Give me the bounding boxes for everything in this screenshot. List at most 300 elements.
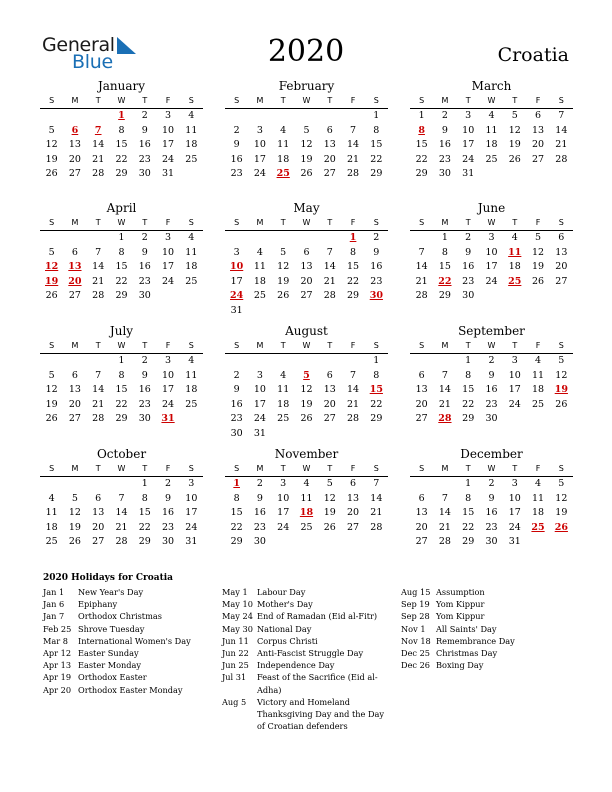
day-cell: 24 [162,153,175,165]
day-cell: 9 [141,369,148,381]
weekday-label: T [280,464,286,473]
day-cell: 11 [277,384,290,395]
holiday-date: Apr 19 [43,672,72,683]
day-cell: 3 [465,110,472,121]
weekday-label: F [535,464,541,473]
day-cell: 27 [323,168,336,179]
weekday-label: T [512,218,518,227]
weekday-label: F [165,464,171,473]
day-cell: 1 [141,478,148,489]
day-cell: 22 [438,275,452,287]
week-row [410,383,573,398]
day-cell: 2 [256,478,263,489]
day-cell: 6 [418,492,425,504]
weekday-label: S [419,341,425,350]
day-cell: 15 [415,139,428,150]
holiday-entry [401,623,571,635]
weekday-label: T [142,96,148,105]
holiday-name: Feast of the Sacrifice (Eid al-Adha) [257,672,378,695]
weekday-label: W [487,341,496,350]
day-cell: 26 [532,275,545,287]
day-cell: 26 [555,398,568,410]
day-cell: 24 [462,153,475,165]
day-cell: 7 [350,369,357,381]
day-cell: 18 [532,384,545,395]
day-cell: 14 [438,384,451,395]
holiday-date: Jan 1 [43,587,65,597]
weekday-label: W [117,341,126,350]
week-row [410,124,573,139]
week-row [225,398,388,413]
day-cell: 24 [277,521,290,533]
brand-name-blue: Blue [72,51,113,73]
day-cell: 19 [554,384,568,395]
week-row [225,246,388,261]
day-cell: 7 [94,124,102,136]
day-cell: 30 [369,290,383,301]
weekday-label: M [441,464,449,473]
day-cell: 7 [441,492,448,504]
holiday-entry [43,623,213,635]
day-cell: 4 [535,355,542,366]
day-cell: 22 [370,398,383,410]
day-cell: 31 [185,536,198,547]
day-cell: 14 [115,507,128,518]
month-july [40,324,203,427]
day-cell: 28 [92,290,105,301]
weekday-header [40,462,203,477]
day-cell: 26 [45,168,58,179]
day-cell: 9 [373,246,380,258]
weekday-label: M [71,218,79,227]
day-cell: 12 [45,139,58,150]
holiday-entry [222,610,392,622]
day-cell: 15 [369,384,383,395]
day-cell: 2 [233,369,240,381]
day-cell: 25 [532,398,545,410]
day-cell: 18 [277,153,290,165]
day-cell: 27 [92,536,105,547]
weekday-label: M [441,218,449,227]
day-cell: 21 [347,398,360,410]
day-cell: 3 [256,124,263,136]
day-cell: 8 [373,369,380,381]
day-cell: 29 [438,290,451,301]
holiday-entry [43,659,213,671]
day-cell: 22 [462,521,475,533]
holiday-entry [401,635,571,647]
day-cell: 12 [300,139,313,150]
weekday-label: S [419,96,425,105]
day-cell: 25 [185,153,198,165]
day-cell: 9 [488,492,495,504]
day-cell: 10 [185,492,198,504]
day-cell: 4 [188,110,195,121]
week-row [40,167,203,182]
day-cell: 7 [95,246,102,258]
weekday-label: T [465,341,471,350]
day-cell: 20 [300,275,313,287]
holidays-column-1 [43,586,213,696]
day-cell: 22 [462,398,475,410]
weekday-label: T [142,341,148,350]
day-cell: 3 [165,110,172,121]
weekday-label: S [419,464,425,473]
day-cell: 20 [532,139,545,150]
day-cell: 30 [485,413,498,424]
day-cell: 6 [418,369,425,381]
day-cell: 10 [162,246,175,258]
day-cell: 17 [162,384,175,395]
day-cell: 6 [71,124,79,136]
weekday-label: T [512,341,518,350]
day-cell: 20 [92,521,105,533]
weekday-label: T [142,464,148,473]
month-title: June [477,201,506,215]
week-row [410,231,573,246]
day-cell: 5 [71,492,78,504]
weekday-label: W [487,218,496,227]
day-cell: 22 [115,153,128,165]
day-cell: 21 [115,521,128,533]
day-cell: 15 [115,261,128,272]
day-cell: 23 [138,153,151,165]
day-cell: 27 [300,290,313,301]
day-cell: 24 [162,275,175,287]
day-cell: 13 [555,246,568,258]
holiday-entry [222,598,392,610]
day-cell: 20 [323,153,336,165]
weekday-header [410,216,573,231]
week-row [40,383,203,398]
day-cell: 3 [256,369,263,381]
day-cell: 25 [253,290,266,301]
day-cell: 28 [555,153,568,165]
day-cell: 5 [511,110,518,121]
day-cell: 19 [508,139,521,150]
holiday-date: May 30 [222,623,253,634]
day-cell: 7 [558,110,565,121]
day-cell: 16 [162,507,175,518]
weekday-label: T [95,464,101,473]
weekday-label: M [71,464,79,473]
week-row [225,477,388,492]
day-cell: 29 [115,413,128,424]
brand-name-general: General [42,34,115,56]
month-title: May [293,201,320,215]
week-row [225,124,388,139]
day-cell: 27 [323,413,336,424]
holiday-name: Orthodox Easter [78,672,147,683]
weekday-label: F [165,218,171,227]
day-cell: 7 [95,369,102,381]
day-cell: 18 [45,521,58,533]
holiday-name: Orthodox Christmas [78,611,162,622]
holiday-date: Sep 28 [401,611,430,622]
day-cell: 13 [532,124,545,136]
day-cell: 2 [233,124,240,136]
day-cell: 26 [508,153,521,165]
weekday-label: T [512,464,518,473]
weekday-label: M [256,96,264,105]
weekday-label: T [327,218,333,227]
day-cell: 11 [485,124,498,136]
weekday-label: M [441,96,449,105]
day-cell: 12 [300,384,313,395]
day-cell: 27 [532,153,545,165]
day-cell: 5 [303,369,310,381]
weekday-label: F [350,96,356,105]
day-cell: 2 [465,232,472,243]
day-cell: 8 [141,492,148,504]
weekday-label: M [441,341,449,350]
day-cell: 25 [485,153,498,165]
holiday-name: New Year's Day [78,587,144,597]
day-cell: 18 [532,507,545,518]
weekday-label: M [71,341,79,350]
month-november [225,447,388,550]
month-february [225,79,388,182]
day-cell: 4 [256,246,263,258]
day-cell: 29 [230,536,243,547]
day-cell: 10 [485,246,498,258]
day-cell: 24 [508,398,521,410]
day-cell: 25 [185,275,198,287]
day-cell: 15 [115,384,128,395]
week-row [410,289,573,304]
weekday-header [40,216,203,231]
day-cell: 10 [508,369,521,381]
day-cell: 6 [326,124,333,136]
holiday-date: Jan 6 [43,599,65,610]
day-cell: 26 [45,290,58,301]
day-cell: 2 [488,355,495,366]
day-cell: 23 [462,275,475,287]
week-row [40,477,203,492]
holiday-name: Victory and Homeland Thanksgiving Day and the Day of Croatian defenders [257,696,385,732]
day-cell: 5 [326,478,333,489]
holiday-date: Mar 8 [43,635,68,646]
month-june [410,201,573,304]
holiday-entry [222,635,392,647]
holiday-name: Anti-Fascist Struggle Day [257,648,364,659]
weekday-label: S [188,218,194,227]
day-cell: 7 [441,369,448,381]
day-cell: 13 [415,507,428,518]
holiday-date: Dec 25 [401,648,431,659]
weekday-label: S [234,218,240,227]
holiday-date: Jun 22 [222,648,249,659]
holiday-name: Mother's Day [257,599,313,610]
day-cell: 10 [230,261,244,272]
weekday-label: T [142,218,148,227]
week-row [225,521,388,536]
weekday-label: T [465,464,471,473]
day-cell: 17 [277,507,290,518]
day-cell: 18 [277,398,290,410]
day-cell: 29 [462,413,475,424]
weekday-label: W [302,218,311,227]
day-cell: 14 [370,492,383,504]
day-cell: 14 [92,261,105,272]
day-cell: 19 [532,261,545,272]
day-cell: 16 [462,261,475,272]
weekday-header [225,94,388,109]
week-row [40,109,203,124]
day-cell: 19 [68,521,81,533]
day-cell: 9 [165,492,172,504]
holiday-entry [401,659,571,671]
week-row [225,167,388,182]
day-cell: 28 [115,536,128,547]
day-cell: 17 [485,261,498,272]
holiday-name: Christmas Day [436,648,498,659]
month-title: September [458,324,525,338]
week-row [225,535,388,550]
day-cell: 18 [253,275,266,287]
day-cell: 16 [230,153,243,165]
day-cell: 11 [532,492,545,504]
week-row [40,260,203,275]
weekday-label: T [465,218,471,227]
calendar-year: 2020 [267,34,345,69]
day-cell: 26 [300,168,313,179]
holiday-entry [43,610,213,622]
day-cell: 3 [165,232,172,243]
week-row [410,506,573,521]
day-cell: 6 [303,246,310,258]
day-cell: 12 [277,261,290,272]
day-cell: 2 [441,110,448,121]
day-cell: 15 [230,507,243,518]
month-title: August [285,324,328,338]
day-cell: 22 [347,275,360,287]
day-cell: 7 [118,492,125,504]
day-cell: 17 [230,275,243,287]
day-cell: 7 [350,124,357,136]
weekday-label: F [165,341,171,350]
day-cell: 27 [415,536,428,547]
holidays-title: 2020 Holidays for Croatia [43,573,173,583]
day-cell: 3 [488,232,495,243]
day-cell: 13 [68,384,81,395]
day-cell: 19 [555,507,568,518]
day-cell: 6 [71,369,78,381]
day-cell: 3 [280,478,287,489]
day-cell: 14 [92,384,105,395]
day-cell: 4 [280,124,287,136]
day-cell: 23 [230,413,243,424]
weekday-label: F [535,96,541,105]
weekday-label: F [350,218,356,227]
day-cell: 1 [233,478,240,489]
day-cell: 31 [230,304,243,316]
day-cell: 30 [230,427,243,439]
day-cell: 9 [141,246,148,258]
day-cell: 21 [438,521,451,533]
holiday-name: Independence Day [257,660,335,671]
day-cell: 21 [555,139,568,150]
holiday-name: End of Ramadan (Eid al-Fitr) [257,611,378,622]
weekday-label: S [558,464,564,473]
holiday-date: Nov 18 [401,635,431,646]
day-cell: 15 [462,507,475,518]
day-cell: 16 [138,261,151,272]
day-cell: 26 [323,521,336,533]
day-cell: 17 [162,139,175,150]
day-cell: 28 [92,168,105,179]
day-cell: 8 [118,246,125,258]
week-row [40,535,203,550]
week-row [40,275,203,290]
week-row [410,260,573,275]
day-cell: 12 [555,369,568,381]
day-cell: 31 [462,168,475,179]
day-cell: 28 [415,290,428,301]
week-row [410,369,573,384]
week-row [225,492,388,507]
day-cell: 18 [185,139,198,150]
holiday-entry [222,623,392,635]
day-cell: 1 [349,232,357,243]
day-cell: 12 [68,507,81,518]
day-cell: 3 [188,478,195,489]
month-september [410,324,573,427]
day-cell: 8 [118,369,125,381]
day-cell: 22 [415,153,428,165]
month-may [225,201,388,318]
day-cell: 30 [462,290,475,301]
weekday-label: W [302,96,311,105]
day-cell: 12 [45,384,58,395]
weekday-label: S [373,341,379,350]
day-cell: 13 [323,139,336,150]
weekday-label: W [117,464,126,473]
holiday-date: May 10 [222,599,253,610]
day-cell: 15 [370,139,383,150]
day-cell: 22 [138,521,151,533]
weekday-label: F [535,341,541,350]
day-cell: 27 [68,168,81,179]
weekday-header [40,339,203,354]
day-cell: 17 [508,384,521,395]
week-row [225,427,388,442]
day-cell: 19 [45,398,58,410]
day-cell: 10 [162,369,175,381]
day-cell: 21 [92,398,105,410]
day-cell: 29 [115,168,128,179]
weekday-header [410,94,573,109]
holiday-date: May 24 [222,611,253,622]
week-row [410,521,573,536]
day-cell: 9 [141,124,148,136]
week-row [410,492,573,507]
day-cell: 3 [511,355,518,366]
day-cell: 12 [532,246,545,258]
week-row [225,304,388,319]
month-title: January [97,79,146,93]
day-cell: 28 [323,290,336,301]
holidays-column-2 [222,586,392,732]
week-row [40,231,203,246]
day-cell: 1 [118,232,125,243]
weekday-label: S [419,218,425,227]
month-october [40,447,203,550]
holiday-entry [222,586,392,598]
day-cell: 6 [535,110,542,121]
day-cell: 20 [68,153,81,165]
week-row [40,369,203,384]
